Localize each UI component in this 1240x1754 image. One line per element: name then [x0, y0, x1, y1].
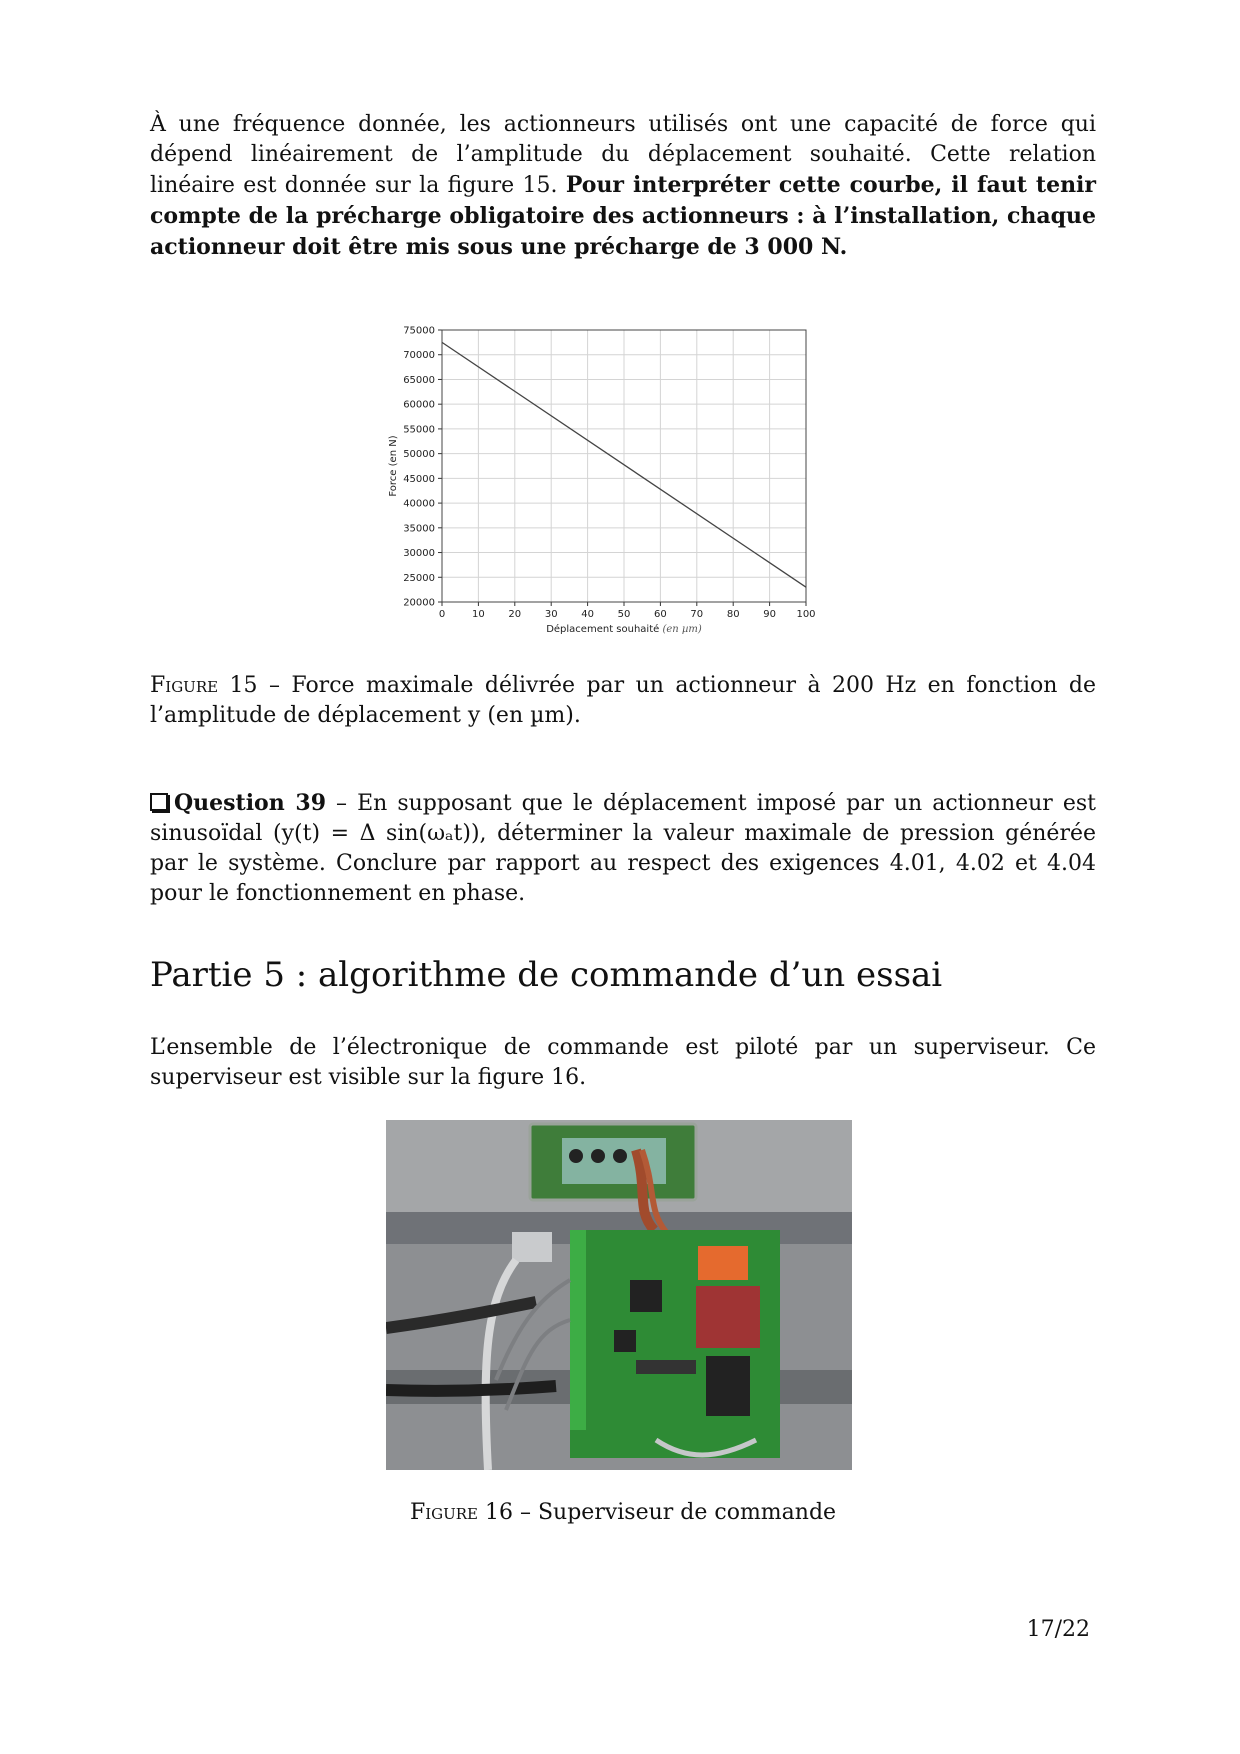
y-tick-label: 20000	[403, 597, 435, 609]
x-tick-label: 10	[472, 609, 485, 620]
x-tick-label: 20	[508, 609, 522, 620]
y-tick-label: 35000	[403, 523, 435, 535]
figure-16-caption-text: – Superviseur de commande	[512, 1500, 837, 1525]
y-axis-label: Force (en N)	[388, 435, 399, 497]
x-axis-label	[546, 623, 702, 635]
intro-bold-text: Pour interpréter cette courbe, il faut tenir compte de la précharge obligatoire des actionneurs : à l’installation, chaque actionneur doit être mis sous une précharge de 3 000 N.	[150, 172, 1097, 260]
figure-15-caption	[150, 671, 1096, 731]
question-label: Question 39	[174, 790, 327, 816]
x-tick-label: 100	[796, 609, 816, 620]
figure-16-caption	[150, 1500, 1096, 1525]
supervisor-board-photo	[386, 1120, 852, 1470]
y-tick-label: 70000	[403, 350, 435, 362]
y-tick-label: 30000	[403, 548, 435, 560]
paragraph-supervisor: L’ensemble de l’électronique de commande est piloté par un superviseur. Ce superviseur est visible sur la figure 16.	[150, 1035, 1096, 1090]
y-tick-label: 25000	[403, 572, 435, 584]
figure-15-label: Figure 15	[150, 673, 258, 698]
y-tick-label: 60000	[403, 399, 435, 411]
y-tick-label: 65000	[403, 374, 435, 386]
x-tick-label: 30	[544, 609, 558, 620]
x-tick-label: 80	[726, 609, 740, 620]
x-axis-label-unit: (en µm)	[662, 624, 702, 635]
figure-15-caption-text: – Force maximale délivrée par un actionneur à 200 Hz en fonction de l’amplitude de déplacement y (en µm).	[150, 673, 1096, 728]
x-axis-label-main: Déplacement souhaité	[546, 624, 663, 635]
x-tick-label: 40	[581, 609, 594, 620]
x-tick-label: 0	[438, 609, 446, 620]
figure-16-label: Figure 16	[409, 1500, 513, 1525]
intro-normal-text: À une fréquence donnée, les actionneurs utilisés ont une capacité de force qui dépend linéairement de l’amplitude du déplacement souhaité. Cette relation linéaire est donnée sur la figure 15.	[150, 112, 1096, 198]
page-number: 17/22	[1026, 1617, 1090, 1642]
intro-paragraph	[150, 110, 1096, 263]
x-tick-label: 70	[690, 609, 704, 620]
question-39	[150, 788, 1096, 909]
checkbox-icon	[150, 793, 168, 811]
question-text: – En supposant que le déplacement imposé par un actionneur est sinusoïdal (y(t) = Δ sin(ωₐt)), déterminer la valeur maximale de pression générée par le système. Conclure par rapport au respect des exigences 4.01, 4.02 et 4.04 pour le fonctionnement en phase.	[150, 791, 1096, 906]
y-tick-label: 40000	[403, 498, 435, 510]
x-tick-label: 60	[654, 609, 667, 620]
y-tick-label: 55000	[403, 424, 435, 436]
x-tick-label: 50	[617, 609, 631, 620]
section-title: Partie 5 : algorithme de commande d’un essai	[150, 955, 943, 995]
y-tick-label: 75000	[403, 325, 435, 337]
y-tick-label: 50000	[403, 449, 435, 461]
force-displacement-chart	[380, 318, 820, 638]
figure-15-chart	[380, 318, 820, 638]
x-tick-label: 90	[763, 609, 776, 620]
y-tick-label: 45000	[403, 473, 435, 485]
